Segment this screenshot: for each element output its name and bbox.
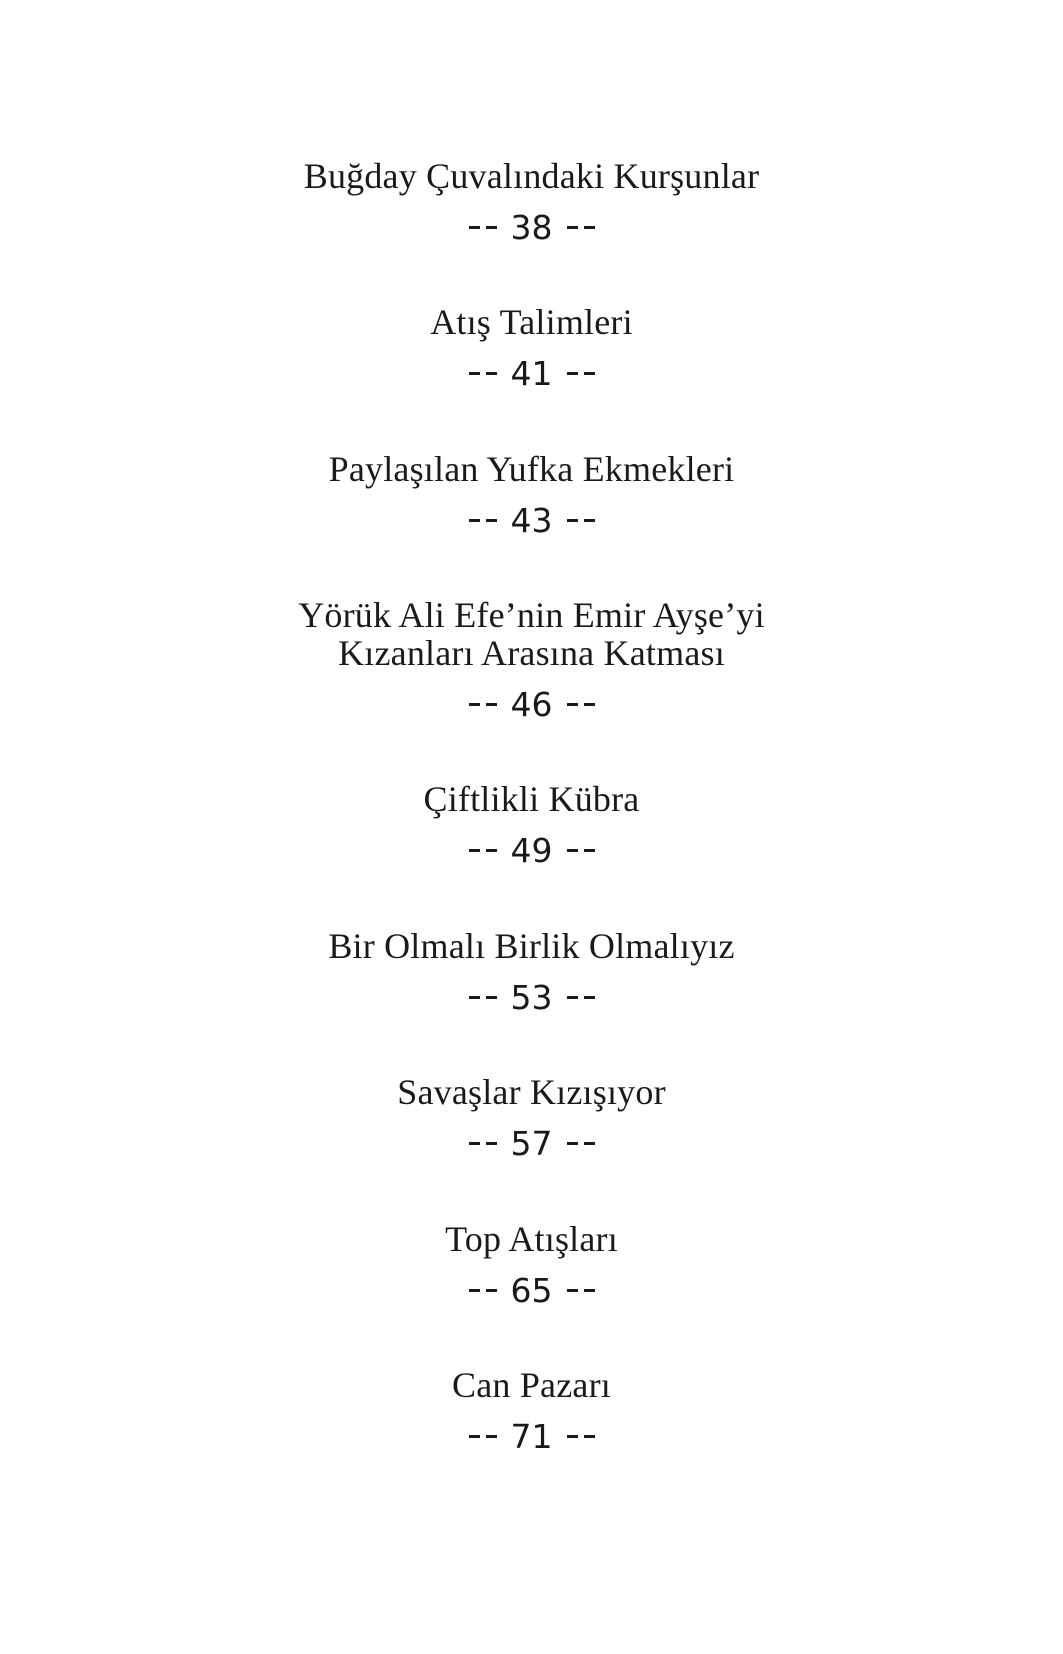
- page-number-line: [0, 686, 1063, 724]
- dash-ornament: [567, 1289, 595, 1292]
- page-number: 57: [510, 1124, 553, 1163]
- page-number-line: [0, 1418, 1063, 1456]
- chapter-title: Bir Olmalı Birlik Olmalıyız: [328, 926, 735, 966]
- toc-entry: [0, 1073, 1063, 1163]
- chapter-title-line-2: Kızanları Arasına Katması: [338, 633, 725, 673]
- page-number-line: [0, 1272, 1063, 1310]
- chapter-title: Paylaşılan Yufka Ekmekleri: [328, 449, 735, 489]
- page-number-line: [0, 832, 1063, 870]
- chapter-title: Top Atışları: [445, 1219, 618, 1259]
- chapter-title: Can Pazarı: [452, 1365, 611, 1405]
- chapter-title: Buğday Çuvalındaki Kurşunlar: [303, 156, 760, 196]
- toc-entry: [0, 157, 1063, 247]
- dash-ornament: [469, 519, 497, 522]
- dash-ornament: [469, 226, 497, 229]
- toc-entry: [0, 596, 1063, 724]
- dash-ornament: [469, 1142, 497, 1145]
- dash-ornament: [469, 703, 497, 706]
- dash-ornament: [567, 849, 595, 852]
- dash-ornament: [567, 372, 595, 375]
- page-number: 53: [510, 978, 553, 1017]
- dash-ornament: [567, 996, 595, 999]
- toc-entry: [0, 1220, 1063, 1310]
- dash-ornament: [567, 1142, 595, 1145]
- page-number-line: [0, 502, 1063, 540]
- page-number: 41: [510, 354, 553, 393]
- chapter-title: Savaşlar Kızışıyor: [397, 1072, 666, 1112]
- page-number-line: [0, 355, 1063, 393]
- page-number: 46: [510, 685, 553, 724]
- page-number: 38: [510, 208, 553, 247]
- dash-ornament: [567, 1435, 595, 1438]
- toc-entry: [0, 450, 1063, 540]
- toc-entry: [0, 780, 1063, 870]
- dash-ornament: [567, 703, 595, 706]
- dash-ornament: [469, 1289, 497, 1292]
- dash-ornament: [469, 996, 497, 999]
- dash-ornament: [567, 519, 595, 522]
- dash-ornament: [469, 1435, 497, 1438]
- page-number: 49: [510, 831, 553, 870]
- toc-entry: [0, 1366, 1063, 1456]
- page-number: 43: [510, 501, 553, 540]
- page-number-line: [0, 1125, 1063, 1163]
- chapter-title-line-1: Yörük Ali Efe’nin Emir Ayşe’yi: [298, 595, 765, 635]
- chapter-title: Atış Talimleri: [430, 302, 633, 342]
- page-number: 65: [510, 1271, 553, 1310]
- dash-ornament: [469, 849, 497, 852]
- page-number-line: [0, 209, 1063, 247]
- toc-entry: [0, 927, 1063, 1017]
- dash-ornament: [469, 372, 497, 375]
- page-number-line: [0, 979, 1063, 1017]
- toc-entry: [0, 303, 1063, 393]
- chapter-title: Çiftlikli Kübra: [423, 779, 640, 819]
- dash-ornament: [567, 226, 595, 229]
- page-number: 71: [510, 1417, 553, 1456]
